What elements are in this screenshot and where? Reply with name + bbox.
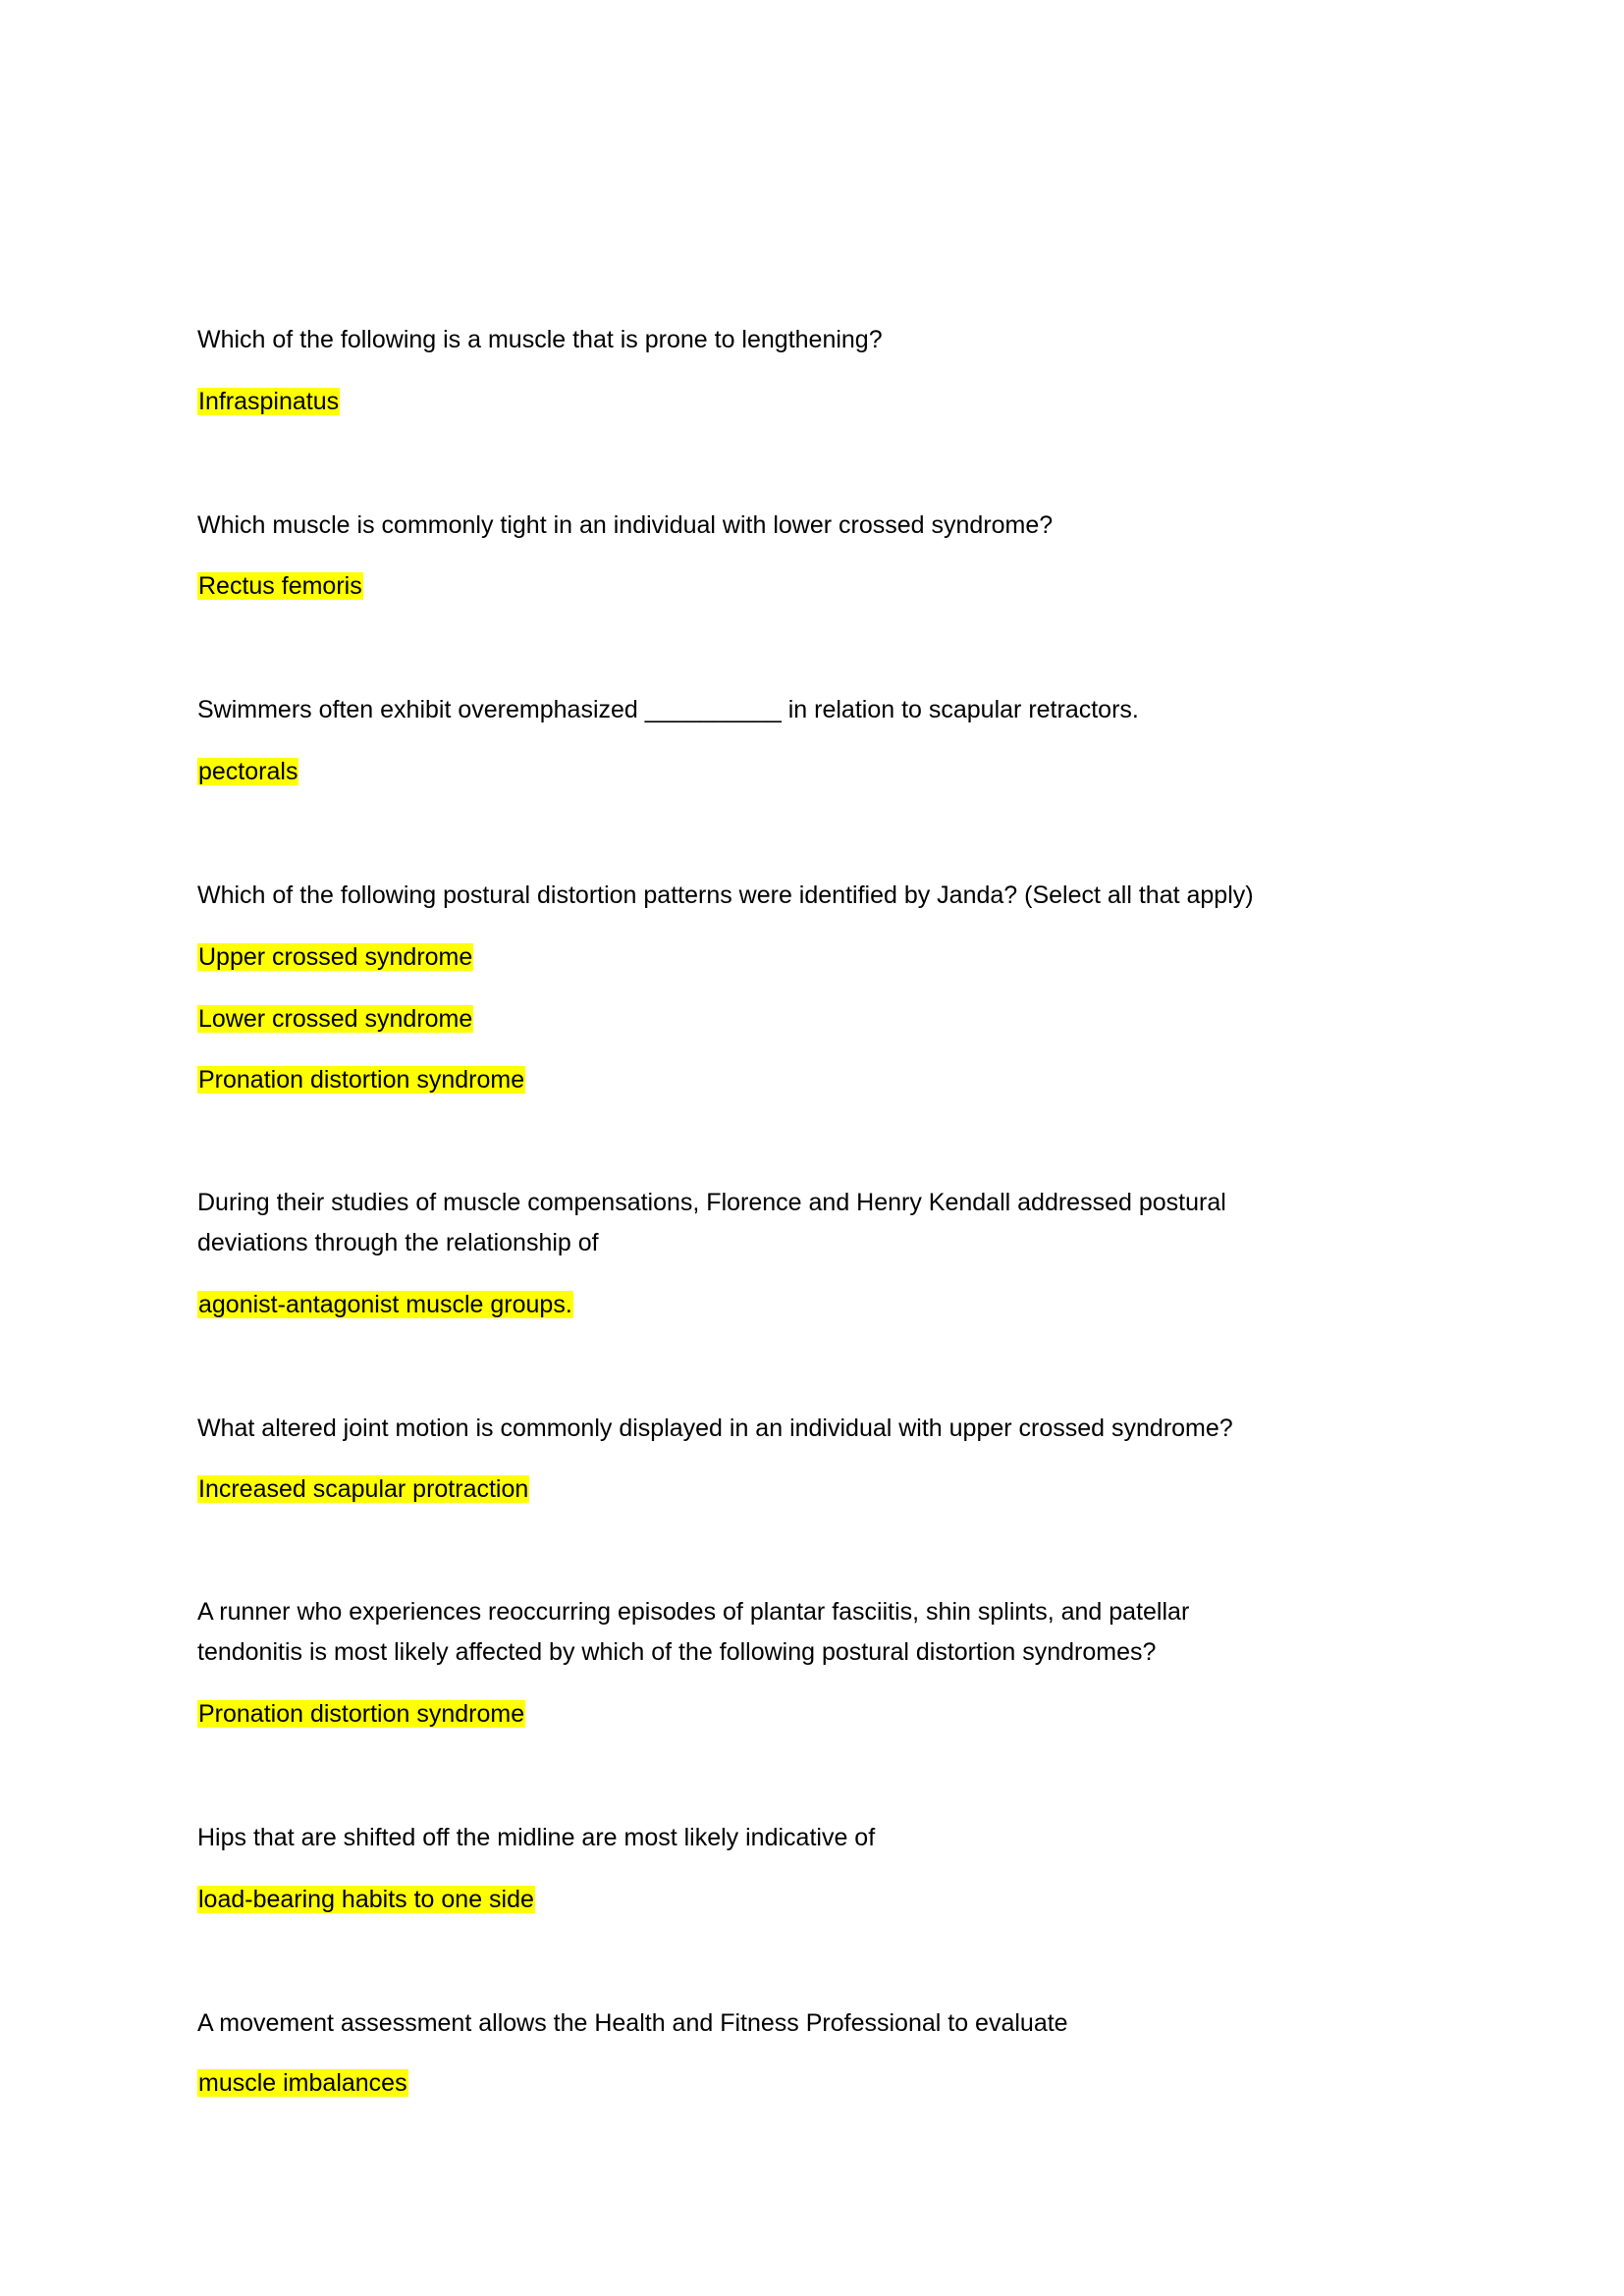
question-6: What altered joint motion is commonly displayed in an individual with upper crossed syndrome? xyxy=(197,1415,1233,1442)
answer-4b: Lower crossed syndrome xyxy=(198,1005,473,1033)
question-5-line-1: During their studies of muscle compensations, Florence and Henry Kendall addressed postural xyxy=(197,1189,1226,1216)
question-7-line-2: tendonitis is most likely affected by which of the following postural distortion syndromes? xyxy=(197,1638,1157,1666)
question-9: A movement assessment allows the Health and Fitness Professional to evaluate xyxy=(197,2009,1068,2037)
answer-8: load-bearing habits to one side xyxy=(198,1886,534,1913)
question-5-line-2: deviations through the relationship of xyxy=(197,1229,599,1256)
answer-5: agonist-antagonist muscle groups. xyxy=(198,1291,572,1318)
question-8: Hips that are shifted off the midline are most likely indicative of xyxy=(197,1824,876,1851)
answer-7: Pronation distortion syndrome xyxy=(198,1700,525,1728)
question-2: Which muscle is commonly tight in an individual with lower crossed syndrome? xyxy=(197,511,1054,539)
answer-1: Infraspinatus xyxy=(198,388,340,415)
answer-6: Increased scapular protraction xyxy=(198,1475,529,1503)
answer-2: Rectus femoris xyxy=(198,572,362,600)
answer-9: muscle imbalances xyxy=(198,2069,407,2097)
answer-3: pectorals xyxy=(198,758,298,785)
answer-4c: Pronation distortion syndrome xyxy=(198,1066,525,1094)
question-7-line-1: A runner who experiences reoccurring episodes of plantar fasciitis, shin splints, and patellar xyxy=(197,1598,1190,1626)
question-4: Which of the following postural distortion patterns were identified by Janda? (Select all that apply) xyxy=(197,881,1254,909)
answer-4a: Upper crossed syndrome xyxy=(198,943,473,971)
question-3: Swimmers often exhibit overemphasized __________ in relation to scapular retractors. xyxy=(197,696,1139,723)
question-1: Which of the following is a muscle that is prone to lengthening? xyxy=(197,326,883,353)
